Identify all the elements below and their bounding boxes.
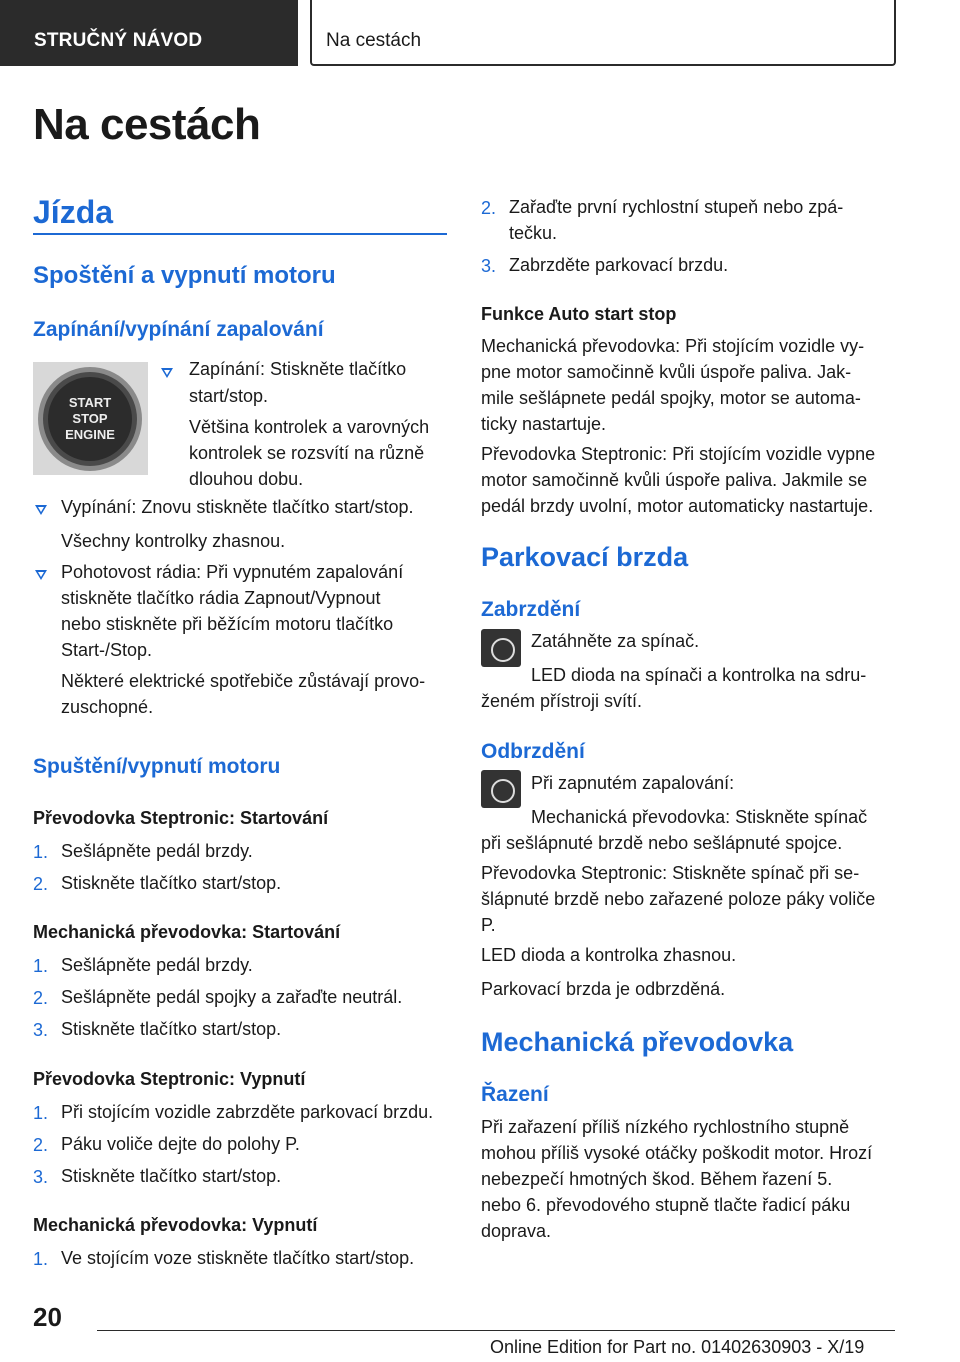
heading-rule — [33, 233, 447, 235]
paragraph-line: ženém přístroji svítí. — [481, 691, 643, 711]
heading-engine-start-stop: Spuštění/vypnutí motoru — [33, 755, 281, 778]
paragraph-line: ticky nastartuje. — [481, 414, 607, 434]
paragraph-line: mile sešlápnete pedál spojky, motor se automa- — [481, 388, 861, 408]
paragraph-line: nebo 6. převodového stupně tlačte řadicí páku — [481, 1195, 851, 1215]
paragraph-line: pne motor samočinně kvůli úspoře paliva. Jak- — [481, 362, 852, 382]
edition-text: Online Edition for Part no. 01402630903 - X/19 — [490, 1337, 865, 1357]
parking-brake-icon — [481, 629, 521, 667]
list-item: Při stojícím vozidle zabrzděte parkovací brzdu. — [61, 1102, 434, 1122]
start-stop-label: START STOP ENGINE — [65, 395, 115, 442]
subheading: Převodovka Steptronic: Vypnutí — [33, 1069, 306, 1089]
paragraph-line: Převodovka Steptronic: Při stojícím vozidle vypne — [481, 444, 876, 464]
list-item: Ve stojícím voze stiskněte tlačítko start/stop. — [61, 1248, 415, 1268]
bullet-text: Pohotovost rádia: Při vypnutém zapalování — [61, 562, 404, 582]
paragraph-line: Při zapnutém zapalování: — [531, 773, 735, 793]
bullet-triangle-icon — [161, 368, 173, 378]
list-item: Stiskněte tlačítko start/stop. — [61, 873, 282, 893]
list-number: 1. — [33, 956, 49, 976]
list-number: 3. — [33, 1167, 49, 1187]
footer-rule — [97, 1330, 895, 1331]
paragraph-line: mohou příliš vysoké otáčky poškodit motor. Hrozí — [481, 1143, 873, 1163]
list-number: 1. — [33, 842, 49, 862]
paragraph-line: motor samočinně kvůli úspoře paliva. Jakmile se — [481, 470, 868, 490]
bullet-subtext: kontrolek se rozsvítí na různě — [189, 443, 425, 463]
bullet-text: nebo stiskněte při běžícím motoru tlačítko — [61, 614, 394, 634]
paragraph-line: LED dioda na spínači a kontrolka na sdru- — [531, 665, 867, 685]
bullet-triangle-icon — [35, 570, 47, 580]
paragraph-line: Mechanická převodovka: Stiskněte spínač — [531, 807, 868, 827]
list-item: Zabrzděte parkovací brzdu. — [509, 255, 729, 275]
paragraph-line: šlápnuté brzdě nebo zařazené poloze páky voliče — [481, 889, 876, 909]
heading-release: Odbrzdění — [481, 740, 585, 763]
list-item: Stiskněte tlačítko start/stop. — [61, 1019, 282, 1039]
heading-start-engine: Spoštění a vypnutí motoru — [33, 262, 336, 289]
bullet-text: Zapínání: Stiskněte tlačítko — [189, 359, 407, 379]
list-number: 1. — [33, 1249, 49, 1269]
paragraph-line: pedál brzdy uvolní, motor automaticky nastartuje. — [481, 496, 874, 516]
list-number: 2. — [481, 198, 497, 218]
list-item: Stiskněte tlačítko start/stop. — [61, 1166, 282, 1186]
list-number: 2. — [33, 874, 49, 894]
heading-shifting: Řazení — [481, 1083, 549, 1106]
paragraph-line: Mechanická převodovka: Při stojícím vozidle vy- — [481, 336, 865, 356]
heading-manual-transmission: Mechanická převodovka — [481, 1027, 794, 1057]
paragraph-line: Převodovka Steptronic: Stiskněte spínač při se- — [481, 863, 860, 883]
heading-parking-brake: Parkovací brzda — [481, 542, 689, 572]
heading-jizda: Jízda — [33, 194, 114, 230]
list-number: 2. — [33, 988, 49, 1008]
subheading: Mechanická převodovka: Startování — [33, 922, 341, 942]
chapter-tab: Na cestách — [310, 0, 896, 66]
list-number: 1. — [33, 1103, 49, 1123]
paragraph-line: při sešlápnuté brzdě nebo sešlápnuté spojce. — [481, 833, 843, 853]
subheading: Funkce Auto start stop — [481, 304, 677, 324]
bullet-text: Vypínání: Znovu stiskněte tlačítko start/stop. — [61, 497, 414, 517]
page-number: 20 — [33, 1302, 62, 1332]
bullet-subtext: Všechny kontrolky zhasnou. — [61, 531, 286, 551]
bullet-subtext: dlouhou dobu. — [189, 469, 304, 489]
list-number: 3. — [481, 256, 497, 276]
paragraph-line: P. — [481, 915, 496, 935]
subheading: Převodovka Steptronic: Startování — [33, 808, 329, 828]
parking-brake-icon — [481, 770, 521, 808]
bullet-triangle-icon — [35, 505, 47, 515]
paragraph-line: nebezpečí hmotných škod. Během řazení 5. — [481, 1169, 833, 1189]
list-item: tečku. — [509, 223, 558, 243]
list-item: Páku voliče dejte do polohy P. — [61, 1134, 300, 1154]
list-item: Zařaďte první rychlostní stupeň nebo zpá- — [509, 197, 844, 217]
paragraph-line: LED dioda a kontrolka zhasnou. — [481, 945, 737, 965]
list-item: Sešlápněte pedál spojky a zařaďte neutrál. — [61, 987, 403, 1007]
bullet-text: stiskněte tlačítko rádia Zapnout/Vypnout — [61, 588, 381, 608]
heading-apply: Zabrzdění — [481, 598, 581, 621]
bullet-subtext: Většina kontrolek a varovných — [189, 417, 430, 437]
paragraph-line: Při zařazení příliš nízkého rychlostního stupně — [481, 1117, 850, 1137]
page-header — [0, 0, 960, 66]
subheading: Mechanická převodovka: Vypnutí — [33, 1215, 318, 1235]
bullet-text: Start-/Stop. — [61, 640, 153, 660]
bullet-subtext: Některé elektrické spotřebiče zůstávají provo- — [61, 671, 426, 691]
list-number: 3. — [33, 1020, 49, 1040]
paragraph-line: doprava. — [481, 1221, 552, 1241]
bullet-text: start/stop. — [189, 386, 269, 406]
page-title: Na cestách — [33, 100, 261, 149]
heading-ignition: Zapínání/vypínání zapalování — [33, 318, 324, 341]
paragraph-line: Zatáhněte za spínač. — [531, 631, 700, 651]
paragraph-line: Parkovací brzda je odbrzděná. — [481, 979, 726, 999]
bullet-subtext: zuschopné. — [61, 697, 154, 717]
section-tab: STRUČNÝ NÁVOD — [0, 0, 298, 66]
list-number: 2. — [33, 1135, 49, 1155]
list-item: Sešlápněte pedál brzdy. — [61, 955, 253, 975]
list-item: Sešlápněte pedál brzdy. — [61, 841, 253, 861]
